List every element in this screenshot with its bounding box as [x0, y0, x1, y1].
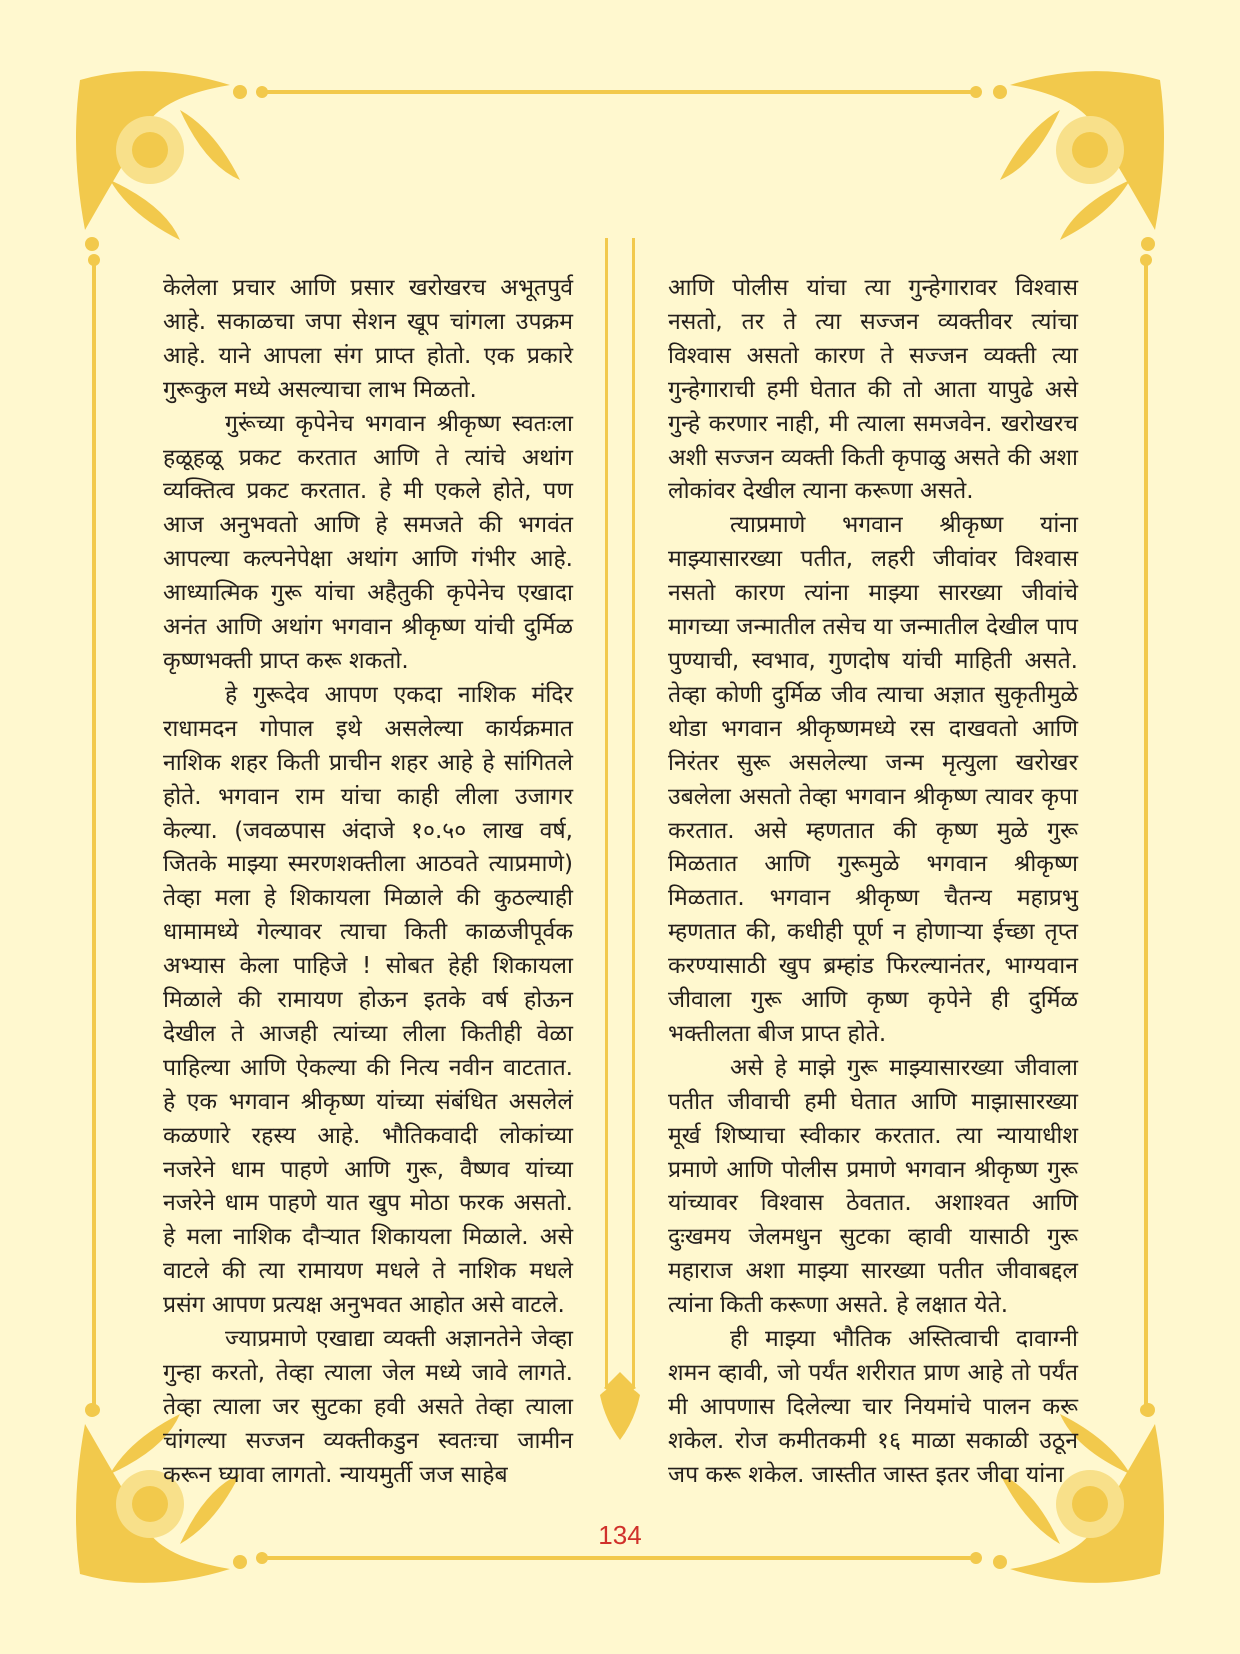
right-paragraph-4: ही माझ्या भौतिक अस्तित्वाची दावाग्नी शमन व्हावी, जो पर्यंत शरीरात प्राण आहे तो पर्यंत मी आपणास दिलेल्या चार नियमांचे पालन करू शकेल. रोज कमीतकमी १६ माळा सकाळी उठून जप करू शकेल. जास्तीत जास्त इतर जीवा यांना — [668, 1326, 1078, 1488]
page-number: 134 — [598, 1520, 642, 1550]
right-paragraph-2: त्याप्रमाणे भगवान श्रीकृष्ण यांना माझ्यासारख्या पतीत, लहरी जीवांवर विश्वास नसतो कारण त्यांना माझ्या सारख्या जीवांचे मागच्या जन्मातील तसेच या जन्मातील देखील पाप पुण्याची, स्वभाव, गुणदोष यांची माहिती असते. तेव्हा कोणी दुर्मिळ जीव त्याचा अज्ञात सुकृतीमुळे थोडा भगवान श्रीकृष्णमध्ये रस दाखवतो आणि निरंतर सुरू असलेल्या जन्म मृत्युला खरोखर उबलेला असतो तेव्हा भगवान श्रीकृष्ण त्यावर कृपा करतात. असे म्हणतात की कृष्ण मुळे गुरू मिळतात आणि गुरूमुळे भगवान श्रीकृष्ण मिळतात. भगवान श्रीकृष्ण चैतन्य महाप्रभु म्हणतात की, कधीही पूर्ण न होणाऱ्या ईच्छा तृप्त करण्यासाठी खुप ब्रम्हांड फिरल्यानंतर, भाग्यवान जीवाला गुरू आणि कृष्ण कृपेने ही दुर्मिळ भक्तीलता बीज प्राप्त होते. — [668, 512, 1078, 1047]
bottom-rule — [256, 1552, 982, 1564]
left-paragraph-4: ज्याप्रमाणे एखाद्या व्यक्ती अज्ञानतेने जेव्हा गुन्हा करतो, तेव्हा त्याला जेल मध्ये जावे लागते. तेव्हा त्याला जर सुटका हवी असते तेव्हा त्याला चांगल्या सज्जन व्यक्तीकडुन स्वतःचा जामीन करून घ्यावा लागतो. न्यायमुर्ती जज साहेब — [163, 1326, 573, 1488]
corner-ornament-top-left — [76, 71, 247, 251]
left-paragraph-1: केलेला प्रचार आणि प्रसार खरोखरच अभूतपुर्व आहे. सकाळचा जपा सेशन खूप चांगला उपक्रम आहे. याने आपला संग प्राप्त होतो. एक प्रकारे गुरूकुल मध्ये असल्याचा लाभ मिळतो. — [163, 275, 573, 403]
top-rule — [256, 86, 982, 98]
left-rule — [88, 254, 100, 1416]
left-column — [163, 272, 573, 1493]
left-paragraph-3: हे गुरूदेव आपण एकदा नाशिक मंदिर राधामदन गोपाल इथे असलेल्या कार्यक्रमात नाशिक शहर किती प्राचीन शहर आहे हे सांगितले होते. भगवान राम यांचा काही लीला उजागर केल्या. (जवळपास अंदाजे १०.५० लाख वर्ष, जितके माझ्या स्मरणशक्तीला आठवते त्याप्रमाणे) तेव्हा मला हे शिकायला मिळाले की कुठल्याही धामामध्ये गेल्यावर त्याचा किती काळजीपूर्वक अभ्यास केला पाहिजे ! सोबत हेही शिकायला मिळाले की रामायण होऊन इतके वर्ष होऊन देखील ते आजही त्यांच्या लीला कितीही वेळा पाहिल्या आणि ऐकल्या की नित्य नवीन वाटतात. हे एक भगवान श्रीकृष्ण यांच्या संबंधित असलेलं कळणारे रहस्य आहे. भौतिकवादी लोकांच्या नजरेने धाम पाहणे आणि गुरू, वैष्णव यांच्या नजरेने धाम पाहणे यात खुप मोठा फरक असतो. हे मला नाशिक दौऱ्यात शिकायला मिळाले. असे वाटले की त्या रामायण मधले ते नाशिक मधले प्रसंग आपण प्रत्यक्ष अनुभवत आहोत असे वाटले. — [163, 681, 573, 1319]
corner-ornament-top-right — [993, 71, 1164, 251]
left-paragraph-2: गुरूंच्या कृपेनेच भगवान श्रीकृष्ण स्वतःला हळूहळू प्रकट करतात आणि ते त्यांचे अथांग व्यक्तित्व प्रकट करतात. हे मी एकले होते, पण आज अनुभवतो आणि हे समजते की भगवंत आपल्या कल्पनेपेक्षा अथांग आणि गंभीर आहे. आध्यात्मिक गुरू यांचा अहैतुकी कृपेनेच एखादा अनंत आणि अथांग भगवान श्रीकृष्ण यांची दुर्मिळ कृष्णभक्ती प्राप्त करू शकतो. — [163, 410, 573, 674]
column-divider — [600, 238, 640, 1440]
right-paragraph-3: असे हे माझे गुरू माझ्यासारख्या जीवाला पतीत जीवाची हमी घेतात आणि माझासारख्या मूर्ख शिष्याचा स्वीकार करतात. त्या न्यायाधीश प्रमाणे आणि पोलीस प्रमाणे भगवान श्रीकृष्ण गुरू यांच्यावर विश्वास ठेवतात. अशाश्वत आणि दुःखमय जेलमधुन सुटका व्हावी यासाठी गुरू महाराज अशा माझ्या सारख्या पतीत जीवाबद्दल त्यांना किती करूणा असते. हे लक्षात येते. — [668, 1054, 1078, 1319]
right-rule — [1140, 254, 1152, 1416]
right-column — [668, 272, 1078, 1493]
right-paragraph-1: आणि पोलीस यांचा त्या गुन्हेगारावर विश्वास नसतो, तर ते त्या सज्जन व्यक्तीवर त्यांचा विश्वास असतो कारण ते सज्जन व्यक्ती त्या गुन्हेगाराची हमी घेतात की तो आता यापुढे असे गुन्हे करणार नाही, मी त्याला समजवेन. खरोखरच अशी सज्जन व्यक्ती किती कृपाळु असते की अशा लोकांवर देखील त्याना करूणा असते. — [668, 275, 1078, 505]
